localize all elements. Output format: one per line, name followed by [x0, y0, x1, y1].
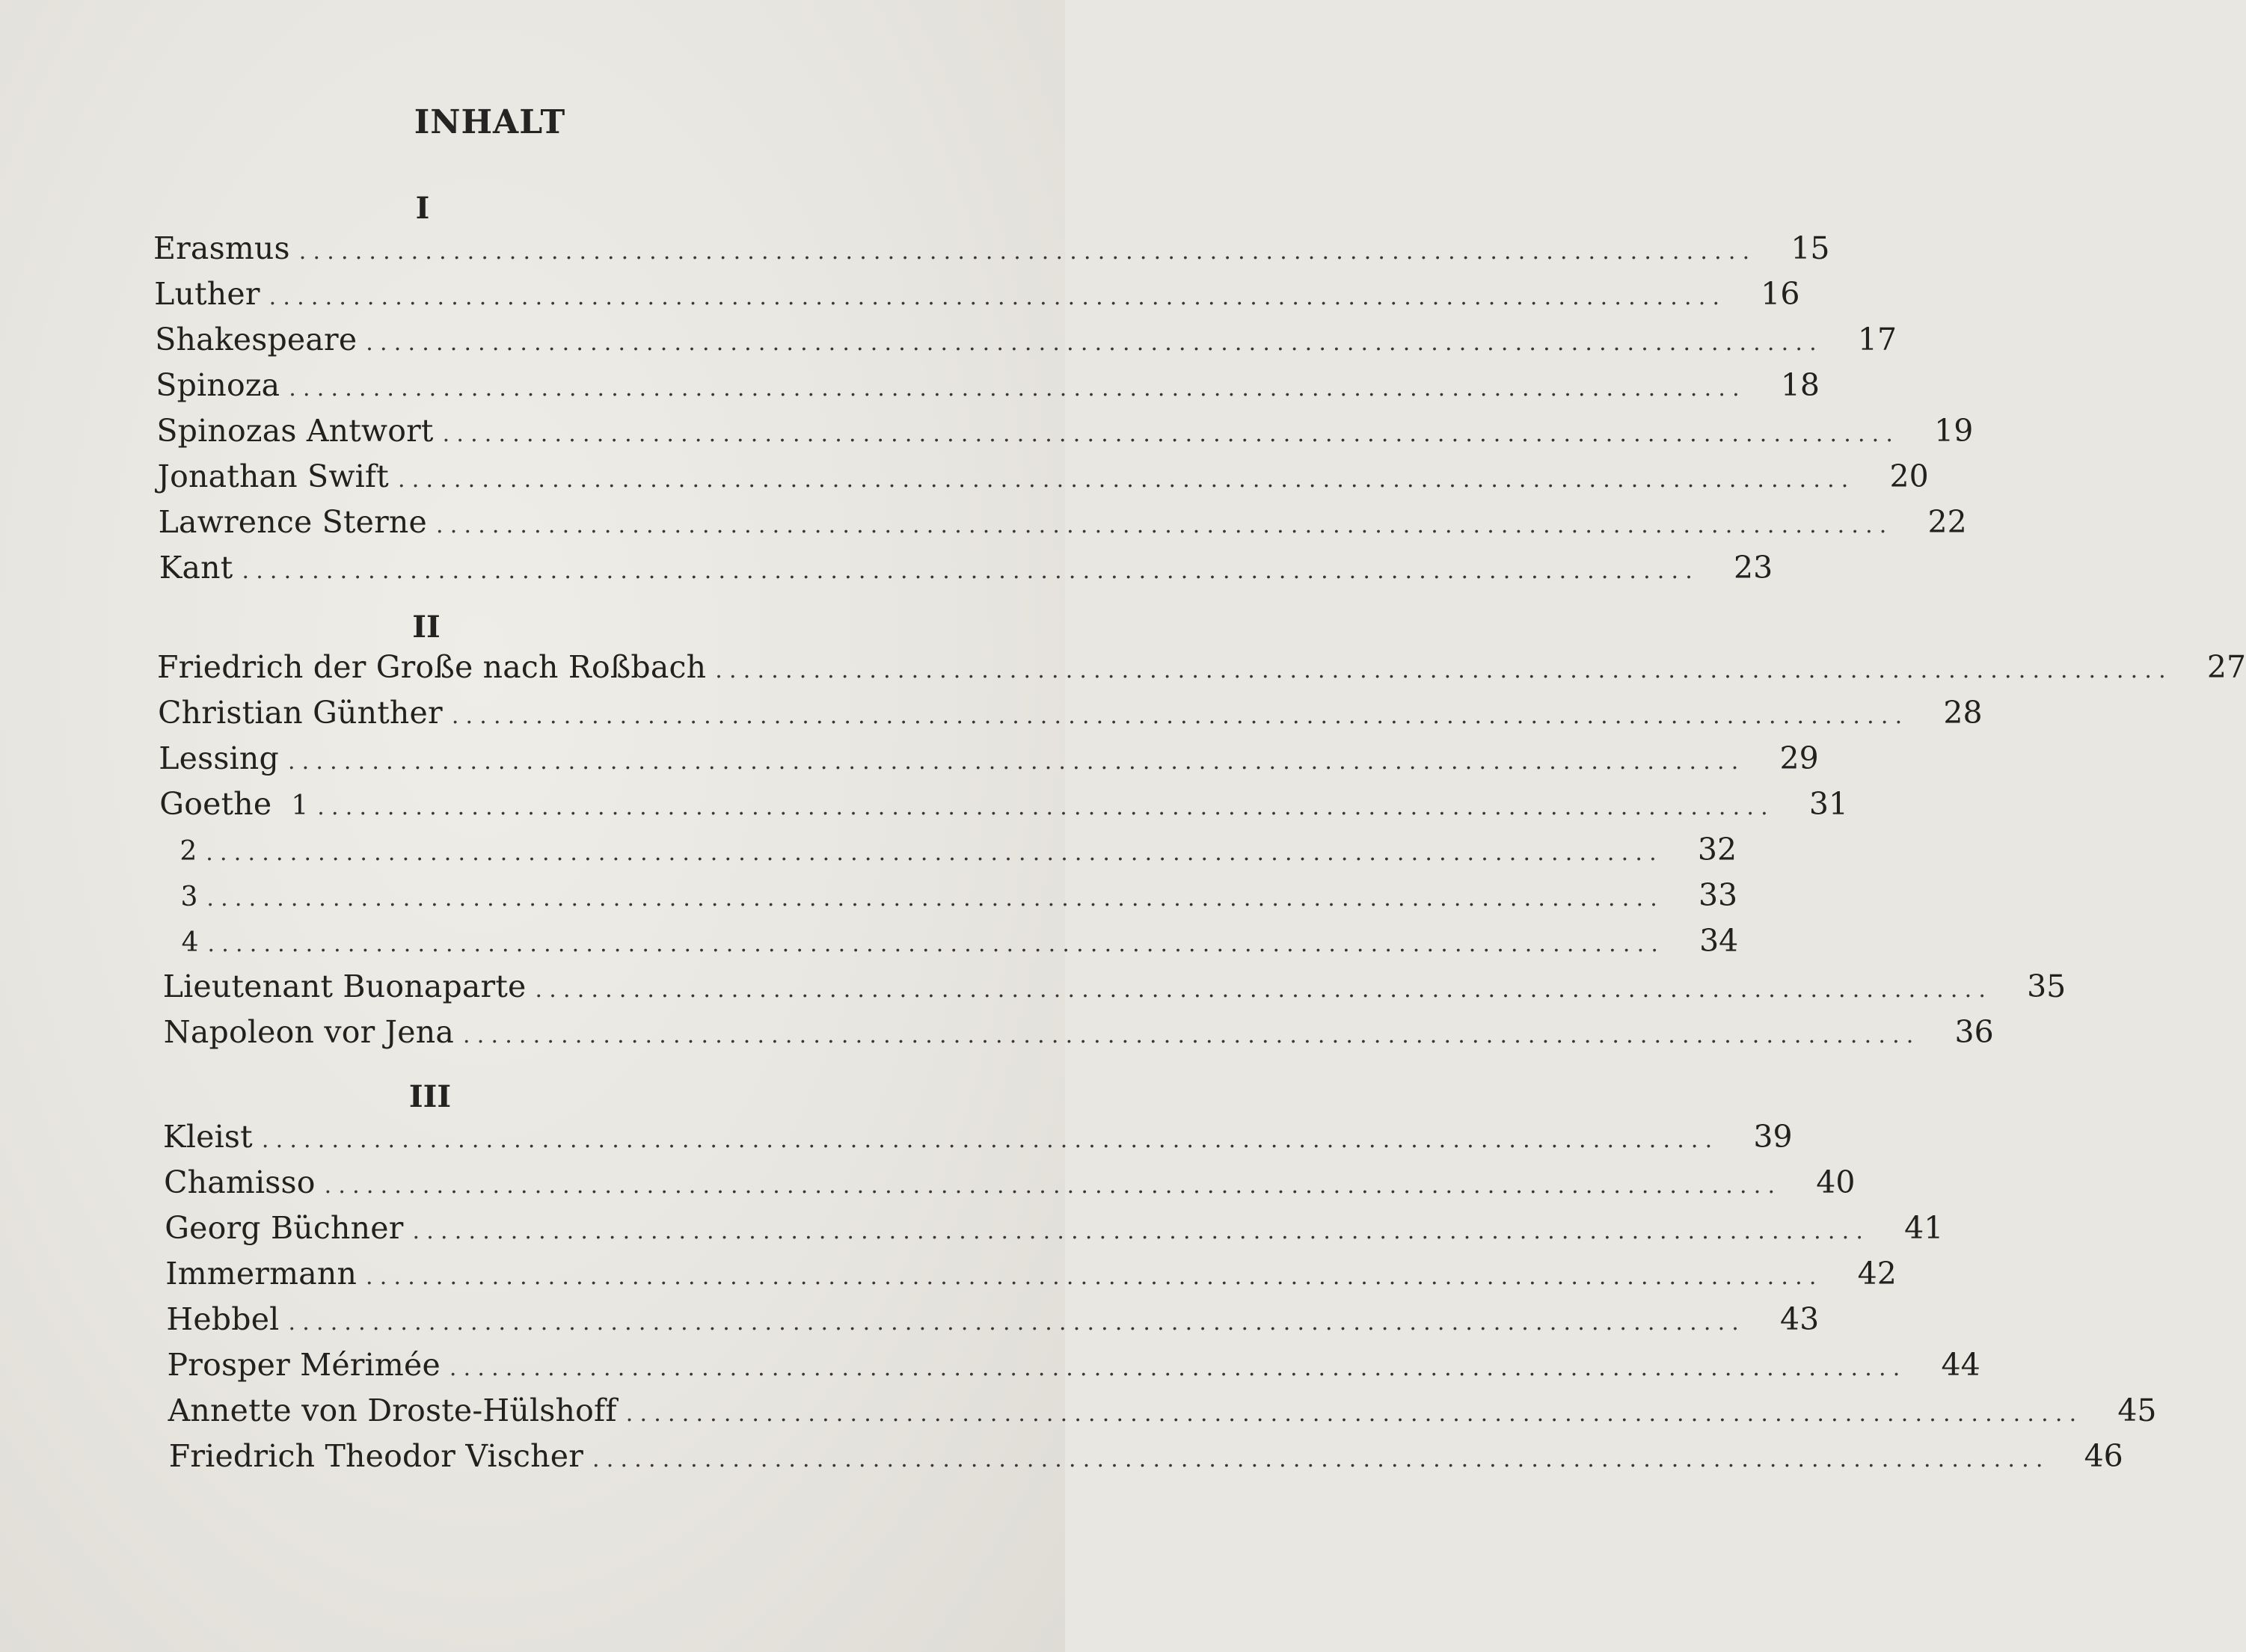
toc-entry-part-number: 3 [180, 882, 198, 912]
toc-entry-page-number: 45 [2117, 1392, 2157, 1428]
toc-entry-title: Prosper Mérimée [167, 1347, 441, 1383]
toc-entry-page-number: 43 [1780, 1301, 1820, 1337]
toc-entry [168, 1392, 2157, 1434]
toc-entry-title: Chamisso [164, 1164, 316, 1200]
toc-entry-title: Lieutenant Buonaparte [162, 968, 527, 1004]
toc-entry-page-number: 36 [1954, 1014, 1994, 1050]
toc-entry-page-number: 40 [1816, 1164, 1856, 1200]
dot-leader: ........................................................................................................ [625, 1401, 2084, 1427]
toc-entry-title: Kleist [163, 1119, 253, 1155]
dot-leader: ........................................................................................................ [442, 421, 1900, 447]
section-heading: III [408, 1079, 452, 1114]
dot-leader: ........................................................................................................ [206, 840, 1663, 866]
toc-entry-title: Spinoza [156, 367, 280, 403]
toc-entry [155, 322, 1897, 363]
toc-entry-part-number: 2 [180, 836, 197, 867]
dot-leader: ........................................................................................................ [535, 977, 1993, 1003]
dot-leader: ........................................................................................................ [324, 1173, 1782, 1199]
toc-entry [154, 276, 1800, 318]
dot-leader: ........................................................................................................ [366, 330, 1823, 356]
toc-entry-title: Jonathan Swift [157, 458, 389, 494]
toc-entry-title: Kant [159, 550, 233, 586]
toc-entry-part-number: 1 [291, 790, 309, 821]
dot-leader: ........................................................................................................ [592, 1446, 2050, 1473]
toc-entry [165, 1256, 1897, 1298]
toc-entry [163, 1014, 1994, 1056]
toc-entry-title: Annette von Droste-Hülshoff [168, 1392, 617, 1428]
dot-leader: ........................................................................................................ [397, 467, 1856, 493]
toc-entry-title: Spinozas Antwort [156, 413, 434, 449]
toc-entry-title: Hebbel [166, 1301, 280, 1337]
toc-entry [158, 695, 1983, 737]
toc-entry-page-number: 42 [1857, 1256, 1897, 1292]
dot-leader: ........................................................................................................ [715, 657, 2173, 684]
toc-entry [159, 786, 1848, 828]
toc-entry-title: Shakespeare [155, 322, 358, 357]
toc-entry-page-number: 20 [1889, 458, 1929, 494]
dot-leader: ........................................................................................................ [207, 931, 1666, 957]
toc-entry [163, 1119, 1793, 1161]
toc-entry-title: Friedrich Theodor Vischer [168, 1438, 584, 1474]
toc-entry-page-number: 15 [1791, 230, 1830, 266]
toc-entry [159, 740, 1819, 782]
toc-entry-page-number: 27 [2206, 649, 2246, 685]
toc-entry-page-number: 23 [1734, 550, 1773, 586]
toc-entry-page-number: 19 [1934, 413, 1974, 449]
toc-entry [166, 1301, 1820, 1343]
toc-entry-page-number: 28 [1943, 695, 1983, 731]
dot-leader: ........................................................................................................ [435, 512, 1894, 538]
toc-entry-page-number: 17 [1857, 322, 1897, 357]
toc-entry-page-number: 33 [1698, 877, 1738, 913]
toc-entry [162, 877, 1738, 919]
toc-entry-page-number: 18 [1780, 367, 1820, 403]
toc-entry-page-number: 39 [1753, 1119, 1793, 1155]
toc-entry [165, 1210, 1944, 1252]
toc-entry-page-number: 44 [1941, 1347, 1980, 1383]
section-heading: II [412, 609, 441, 645]
toc-entry [168, 1438, 2123, 1480]
dot-leader: ........................................................................................................ [242, 558, 1700, 584]
dot-leader: ........................................................................................................ [412, 1218, 1871, 1244]
toc-entry [156, 367, 1820, 409]
page-title: INHALT [414, 103, 566, 141]
toc-entry-title: Georg Büchner [165, 1210, 404, 1246]
toc-entry [157, 458, 1929, 500]
toc-entry-page-number: 46 [2084, 1438, 2123, 1474]
toc-entry-page-number: 29 [1779, 740, 1819, 776]
toc-entry-page-number: 34 [1699, 923, 1739, 959]
toc-entry-page-number: 31 [1808, 786, 1848, 822]
toc-entry [153, 230, 1830, 272]
toc-entry-title: Lawrence Sterne [158, 504, 427, 540]
section-heading: I [415, 191, 430, 226]
toc-entry-title: Immermann [165, 1256, 358, 1292]
dot-leader: ........................................................................................................ [269, 284, 1727, 310]
toc-entry [167, 1347, 1980, 1389]
dot-leader: ........................................................................................................ [289, 375, 1746, 402]
toc-entry [156, 413, 1974, 455]
toc-entry [159, 550, 1773, 592]
toc-entry [160, 832, 1737, 873]
toc-entry-title: Goethe [159, 786, 272, 822]
dot-leader: ........................................................................................................ [298, 239, 1757, 265]
dot-leader: ........................................................................................................ [287, 749, 1746, 775]
toc-entry-part-number: 4 [181, 927, 199, 958]
toc-entry-title: Friedrich der Große nach Roßbach [157, 649, 707, 685]
dot-leader: ........................................................................................................ [451, 703, 1909, 729]
toc-entry [157, 649, 2246, 691]
toc-entry-page-number: 41 [1904, 1210, 1944, 1246]
toc-entry-page-number: 32 [1697, 832, 1737, 868]
toc-entry [164, 1164, 1856, 1206]
toc-entry-title: Luther [154, 276, 260, 312]
toc-entry-page-number: 35 [2027, 968, 2066, 1004]
toc-entry-title: Erasmus [153, 230, 290, 266]
dot-leader: ........................................................................................................ [462, 1022, 1921, 1048]
toc-entry [158, 504, 1967, 546]
dot-leader: ........................................................................................................ [261, 1127, 1719, 1153]
toc-entry-title: Lessing [159, 740, 279, 776]
toc-entry-title: Napoleon vor Jena [163, 1014, 454, 1050]
toc-entry-title: Christian Günther [158, 695, 443, 731]
toc-entry-page-number: 22 [1927, 504, 1967, 540]
toc-entry [162, 968, 2066, 1010]
dot-leader: ........................................................................................................ [206, 885, 1664, 912]
dot-leader: ........................................................................................................ [288, 1309, 1746, 1336]
toc-entry-page-number: 16 [1761, 276, 1800, 312]
toc-entry [162, 923, 1739, 965]
dot-leader: ........................................................................................................ [317, 794, 1775, 820]
dot-leader: ........................................................................................................ [366, 1264, 1823, 1290]
dot-leader: ........................................................................................................ [449, 1355, 1907, 1381]
